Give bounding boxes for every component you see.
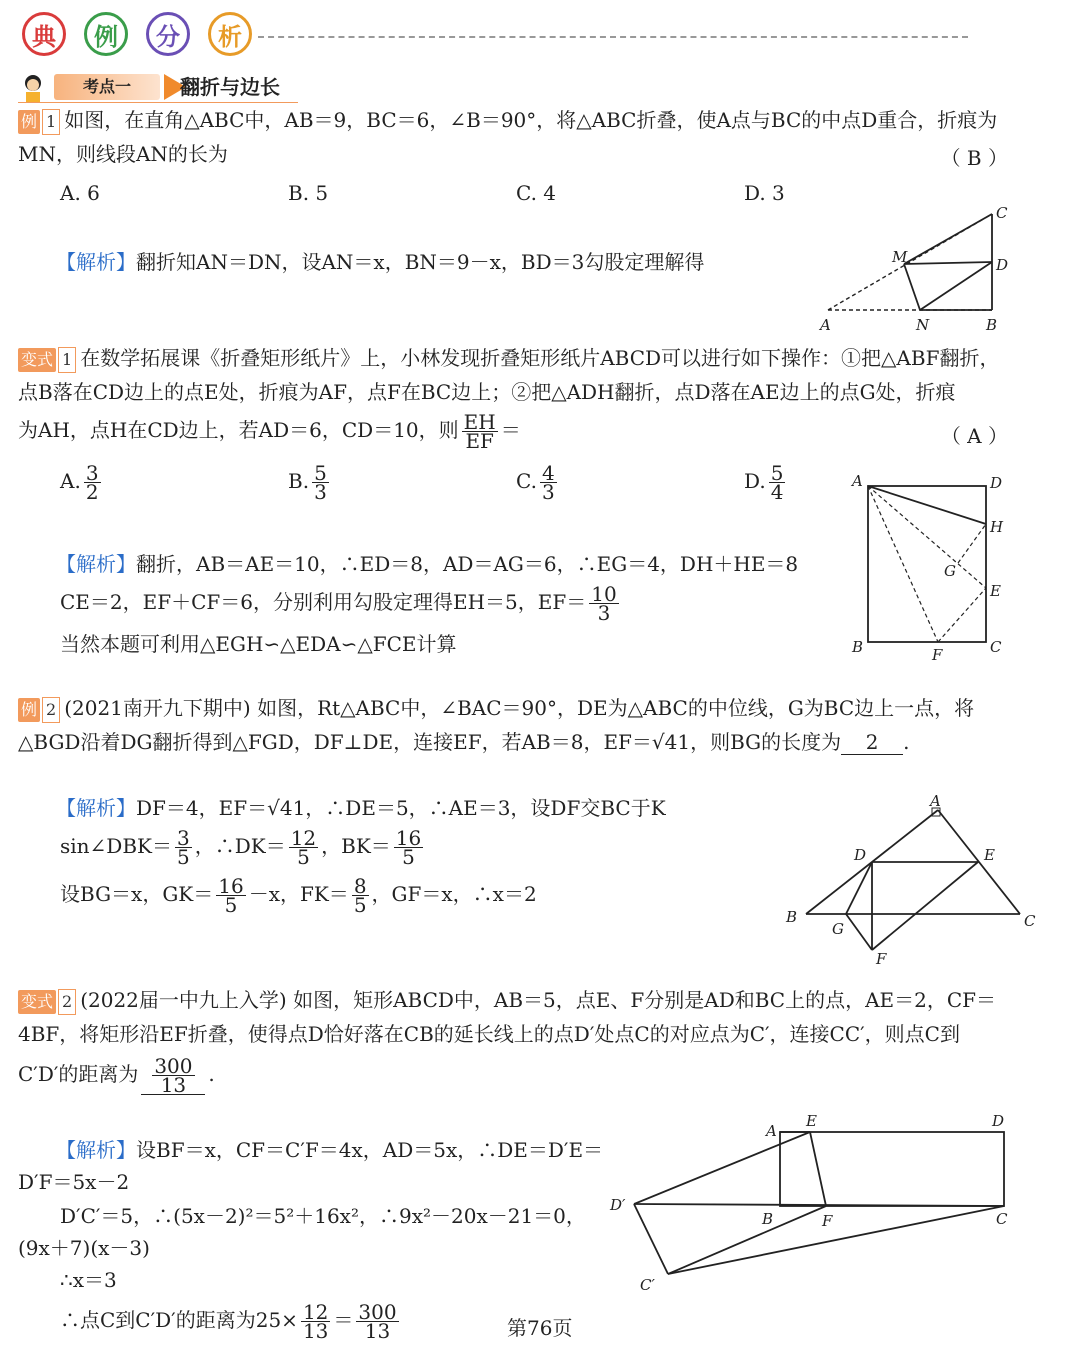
ex2-line1: 例 2 (2021南开九下期中) 如图，Rt△ABC中，∠BAC＝90°，DE为△ABC的中位线，G为BC边上一点，将 — [18, 696, 974, 723]
ex2-answer: 2 — [841, 730, 903, 755]
var2-jiexi-3: D′C′＝5，∴(5x－2)²＝5²＋16x²，∴9x²－20x－21＝0， — [60, 1204, 586, 1228]
ex1-tag: 例 — [18, 110, 40, 134]
var2-jiexi-tag: 【解析】 — [56, 1138, 136, 1162]
ex2-jiexi-2: sin∠DBK＝ $\frac{3}{5}$ ，∴DK＝ $\frac{12}{5}$ ，BK＝ $\frac{16}{5}$ — [60, 826, 422, 869]
var1-label-e: E — [990, 582, 1001, 600]
var1-label-d: D — [990, 474, 1003, 492]
var1-label-h: H — [990, 518, 1004, 536]
ex2-jiexi-1: 【解析】DF＝4，EF＝√41，∴DE＝5，∴AE＝3，设DF交BC于K — [56, 796, 666, 820]
var2-tag: 变式 — [18, 990, 56, 1014]
var2-jiexi-6: ∴点C到C′D′的距离为25× $\frac{12}{13}$ ＝ $\frac{300}{13}$ — [60, 1300, 397, 1343]
student-icon — [18, 72, 48, 102]
var1-tag: 变式 — [18, 348, 56, 372]
var1-num: 1 — [58, 347, 76, 373]
var1-label-f: F — [932, 646, 943, 664]
ex1-label-m: M — [892, 248, 908, 266]
var2-label-f: F — [822, 1212, 833, 1230]
ex1-label-c: C — [996, 204, 1008, 222]
var1-answer: （ A ） — [940, 424, 1008, 448]
topic-title: 翻折与边长 — [180, 75, 280, 99]
var2-label-c: C — [996, 1210, 1008, 1228]
ex1-jiexi-tag: 【解析】 — [56, 250, 136, 274]
header-circle-2: 例 — [84, 12, 128, 56]
var2-line1: 变式 2 (2022届一中九上入学) 如图，矩形ABCD中，AB＝5，点E、F分别是AD和BC上的点，AE＝2，CF＝ — [18, 988, 996, 1015]
ex1-label-n: N — [916, 316, 930, 334]
var2-figure — [606, 1108, 1026, 1298]
var1-label-a: A — [852, 472, 863, 490]
var1-label-g: G — [944, 562, 956, 580]
topic-bar — [18, 72, 298, 102]
var1-option-d: D. $\frac{5}{4}$ — [744, 461, 784, 504]
var2-label-e: E — [806, 1112, 817, 1130]
header-circle-1: 典 — [22, 12, 66, 56]
var2-num: 2 — [58, 989, 76, 1015]
header-circle-4: 析 — [208, 12, 252, 56]
ex2-label-f: F — [876, 950, 887, 968]
ex1-label-b: B — [986, 316, 998, 334]
topic-underline — [18, 102, 298, 103]
ex1-figure — [812, 200, 1032, 340]
ex2-label-d: D — [854, 846, 867, 864]
ex1-option-a: A. 6 — [60, 181, 100, 205]
var1-line3-a: 为AH，点H在CD边上，若AD＝6，CD＝10，则 — [18, 418, 459, 442]
ex1-option-c: C. 4 — [516, 181, 557, 205]
var1-jiexi-1: 【解析】翻折，AB＝AE＝10，∴ED＝8，AD＝AG＝6，∴EG＝4，DH＋HE＝8 — [56, 552, 799, 576]
var1-line3 — [18, 410, 521, 453]
topic-tag: 考点一 — [54, 74, 160, 100]
header-divider — [258, 36, 968, 38]
ex2-label-c: C — [1024, 912, 1036, 930]
var1-label-c: C — [990, 638, 1002, 656]
ex1-label-d: D — [996, 256, 1009, 274]
ex1-label-a: A — [820, 316, 831, 334]
ex2-jiexi-3: 设BG＝x，GK＝ $\frac{16}{5}$ －x，FK＝ $\frac{8}{5}$ ，GF＝x，∴x＝2 — [60, 874, 537, 917]
var1-line2: 点B落在CD边上的点E处，折痕为AF，点F在BC边上；②把△ADH翻折，点D落在AE边上的点G处，折痕 — [18, 380, 956, 404]
ex1-answer: （ B ） — [940, 146, 1008, 170]
header-circle-3: 分 — [146, 12, 190, 56]
ex1-jiexi-text: 翻折知AN＝DN，设AN＝x，BN＝9－x，BD＝3勾股定理解得 — [136, 250, 705, 274]
var2-jiexi-4: (9x＋7)(x－3) — [18, 1236, 150, 1260]
ex1-text1: 如图，在直角△ABC中，AB＝9，BC＝6，∠B＝90°，将△ABC折叠，使A点与BC的中点D重合，折痕为 — [64, 108, 998, 132]
page-number: 第76页 — [507, 1316, 573, 1340]
ex1-jiexi — [56, 250, 704, 274]
ex2-label-b: B — [786, 908, 798, 926]
var1-figure — [848, 470, 1028, 665]
var2-label-c-prime: C′ — [640, 1276, 655, 1294]
var2-label-d-prime: D′ — [610, 1196, 626, 1214]
ex2-figure — [780, 790, 1050, 970]
var1-line1 — [18, 346, 999, 373]
var1-label-b: B — [852, 638, 864, 656]
ex2-label-a: A — [930, 792, 941, 810]
ex1-line1 — [18, 108, 997, 135]
var2-label-a: A — [766, 1122, 777, 1140]
var2-line2: 4BF，将矩形沿EF折叠，使得点D恰好落在CB的延长线上的点D′处点C的对应点为C′，连接CC′，则点C到 — [18, 1022, 960, 1046]
var1-jiexi-tag: 【解析】 — [56, 552, 136, 576]
ex1-line2: MN，则线段AN的长为 — [18, 142, 228, 166]
ex2-jiexi-tag: 【解析】 — [56, 796, 136, 820]
var1-option-c: C. $\frac{4}{3}$ — [516, 461, 555, 504]
var2-label-d: D — [992, 1112, 1005, 1130]
ex2-tag: 例 — [18, 698, 40, 722]
var1-line3-b: ＝ — [500, 418, 521, 442]
var2-line3: C′D′的距离为 $\frac{300}{13}$ . — [18, 1053, 215, 1097]
var1-jiexi-3: 当然本题可利用△EGH∽△EDA∽△FCE计算 — [60, 632, 457, 656]
var1-text1: 在数学拓展课《折叠矩形纸片》上，小林发现折叠矩形纸片ABCD可以进行如下操作：①把△ABF翻折， — [80, 346, 1000, 370]
ex1-option-b: B. 5 — [288, 181, 329, 205]
ex1-option-d: D. 3 — [744, 181, 785, 205]
var1-jiexi-2: CE＝2，EF＋CF＝6，分别利用勾股定理得EH＝5，EF＝ $\frac{10}{3}$ — [60, 582, 617, 625]
var2-label-b: B — [762, 1210, 774, 1228]
var1-ratio-fraction: $\frac{EH}{EF}$ — [463, 410, 496, 453]
ex2-num: 2 — [42, 697, 60, 723]
var2-answer: $\frac{300}{13}$ — [141, 1057, 205, 1095]
var2-jiexi-1: 【解析】设BF＝x，CF＝C′F＝4x，AD＝5x，∴DE＝D′E＝ — [56, 1138, 604, 1162]
var1-option-b: B. $\frac{5}{3}$ — [288, 461, 327, 504]
var1-option-a: A. $\frac{3}{2}$ — [60, 461, 99, 504]
ex2-line2: △BGD沿着DG翻折得到△FGD，DF⊥DE，连接EF，若AB＝8，EF＝√41，则BG的长度为 2 . — [18, 730, 910, 754]
ex2-label-g: G — [832, 920, 844, 938]
var2-jiexi-5: ∴x＝3 — [60, 1268, 117, 1292]
ex2-label-e: E — [984, 846, 995, 864]
var2-jiexi-2: D′F＝5x－2 — [18, 1170, 130, 1194]
ex1-num: 1 — [42, 109, 60, 135]
